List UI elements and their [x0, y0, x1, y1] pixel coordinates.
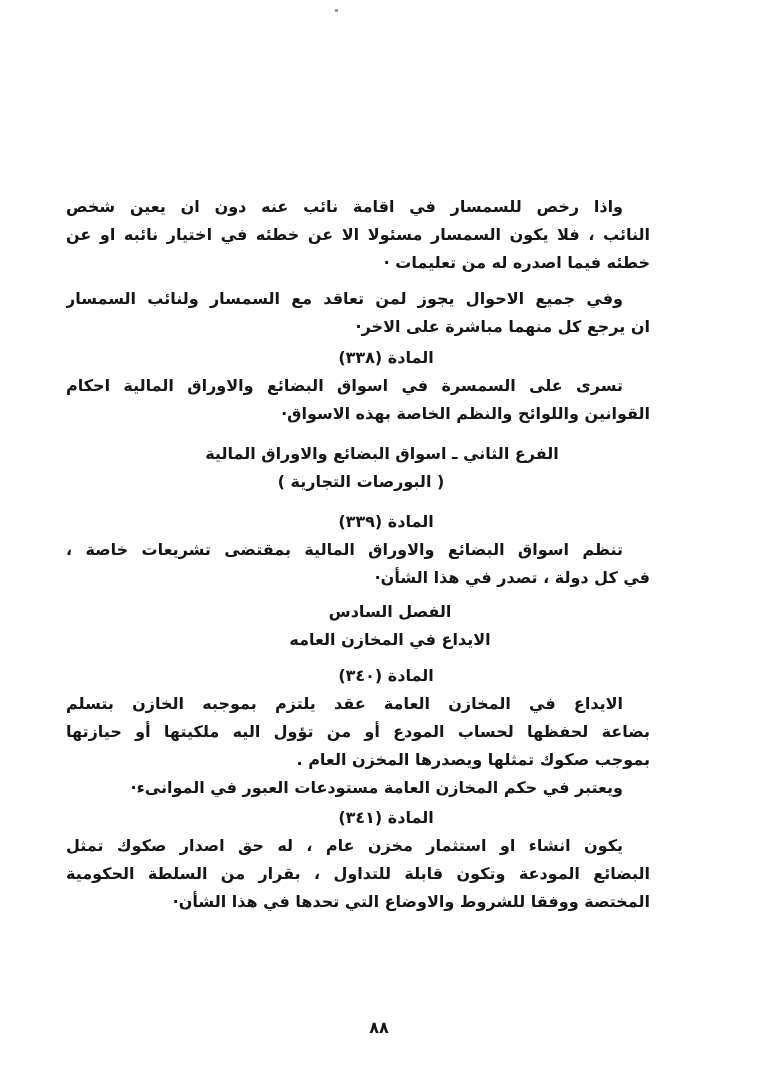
branch-2-subtitle: ( البورصات التجارية )	[277, 472, 445, 491]
text-line: وفي جميع الاحوال يجوز لمن تعاقد مع السمسار ولنائب السمسار	[66, 289, 623, 308]
text-line: يكون انشاء او استثمار مخزن عام ، له حق اصدار صكوك تمثل	[66, 836, 623, 855]
text-line: بضاعة لحفظها لحساب المودع أو من تؤول اليه ملكيتها أو حيازتها	[66, 722, 650, 741]
article-340-body	[66, 690, 650, 802]
paragraph-broker-recourse	[66, 285, 650, 341]
article-338-body	[66, 372, 650, 428]
chapter-6-heading	[66, 598, 650, 654]
paragraph-broker-deputy	[66, 193, 650, 277]
article-341-heading: المادة (٣٤١)	[338, 808, 434, 827]
article-341-body	[66, 832, 650, 916]
branch-2-title: الفرع الثاني ـ اسواق البضائع والاوراق المالية	[205, 444, 559, 463]
chapter-6-subtitle: الايداع في المخازن العامه	[289, 630, 491, 649]
page-number: ٨٨	[369, 1018, 389, 1037]
text-line: تنظم اسواق البضائع والاوراق المالية بمقتضى تشريعات خاصة ،	[66, 540, 623, 559]
text-line: في كل دولة ، تصدر في هذا الشأن·	[374, 568, 650, 587]
text-line: النائب ، فلا يكون السمسار مسئولا الا عن خطئه في اختيار نائبه او عن	[66, 225, 650, 244]
article-338-heading: المادة (٣٣٨)	[338, 348, 434, 367]
article-339-heading: المادة (٣٣٩)	[338, 512, 434, 531]
text-line: واذا رخص للسمسار في اقامة نائب عنه دون ان يعين شخص	[66, 197, 623, 216]
text-line: بموجب صكوك تمثلها ويصدرها المخزن العام .	[296, 750, 650, 769]
text-line: تسرى على السمسرة في اسواق البضائع والاوراق المالية احكام	[66, 376, 623, 395]
text-line: القوانين واللوائح والنظم الخاصة بهذه الاسواق·	[281, 404, 650, 423]
text-column	[66, 0, 650, 916]
text-line: البضائع المودعة وتكون قابلة للتداول ، بقرار من السلطة الحكومية	[66, 864, 650, 883]
article-339-body	[66, 536, 650, 592]
text-line: ان يرجع كل منهما مباشرة على الاخر·	[355, 317, 650, 336]
text-line: ويعتبر في حكم المخازن العامة مستودعات العبور في الموانىء·	[130, 778, 623, 797]
chapter-6-title: الفصل السادس	[328, 602, 452, 621]
text-line: المختصة ووفقا للشروط والاوضاع التي تحدها في هذا الشأن·	[172, 892, 650, 911]
text-line: خطئه فيما اصدره له من تعليمات ·	[383, 253, 650, 272]
article-340-heading: المادة (٣٤٠)	[338, 666, 434, 685]
text-line: الايداع في المخازن العامة عقد يلتزم بموجبه الخازن بتسلم	[66, 694, 623, 713]
branch-2-heading	[66, 440, 650, 496]
